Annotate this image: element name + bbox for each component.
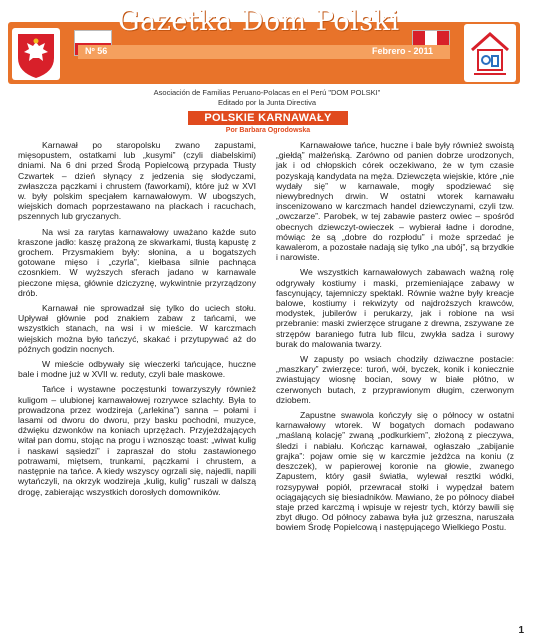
- article-column-right: [276, 140, 514, 538]
- dom-polski-house-logo-icon: [464, 24, 516, 82]
- article-author: Por Barbara Ogrodowska: [225, 127, 311, 134]
- paragraph: Karnawał po staropolsku zwano zapustami, mięsopustem, ostatkami lub „kusymi” (czyli diabelskimi) dniami. Na 6 dni przed Środą Popielcową przypada Tłusty Czwartek – dzień słynący z jedzenia się słodyczami, zwłaszcza pączkami i chrustem (faworkami), które już w XVI w. były polskim specjałem karnawałowym. W ubogszych, wiejskich domach poprzestawano na plackach i racuchach, pszennych lub gryczanych.: [18, 140, 256, 222]
- editor-line: Editado por la Junta Directiva: [218, 98, 316, 107]
- paragraph: Zapustne swawola kończyły się o północy w ostatni karnawałowy wtorek. W bogatych domach podawano „maślaną kolację” zwaną „podkurkiem”, złożoną z pieczywa, śledzi i nabiału. Kończąc karnawał, ogłaszało „zabijanie grajka”: pojaw omie się w karczmie jeżdżca na koniu (z deszczek), w papierowej koronie na głowie, zwanego Zapustem, który gasił światła, wylewał resztki wódki, rozsypywał popiół, przewracał stołki i wypędzał batem ociągających się biesiadników. Mawiano, że po północy diabeł staje przed karczmą i wpisuje w rejestr tych, którzy bawili się zbyt długo. Od północy zabawa była już grzeszna, naruszała bowiem Środę Popielcową i następującego Wielkiego Postu.: [276, 410, 514, 533]
- paragraph: Karnawałowe tańce, huczne i bale były również swoistą „giełdą” małżeńską. Zarówno od panien dobrze urodzonych, jak i od chłopskich córek oczekiwano, że w tym czasie pozyskają kandydata na męża. Dziewczęta wiejskie, które „nie wydały się” w karnawale, mogły spodziewać się niewybrednych drwin. W ostatni wtorek karnawału inscenizowano w karczmach handel dziewczynami, czyli tzw. „owczarze”. Parobek, w tej zabawie pasterz owiec – spośród obecnych dziewczyt-owieczek – wybierał ładne i dorodne, mówiąc że są „dobre do rozpłodu” i może sprzedać je kawalerom, a pozostałe nadają się tylko „na ubój”, są brzydkie i narowiste.: [276, 140, 514, 263]
- paragraph: Tańce i wystawne poczęstunki towarzyszyły również kuligom – ulubionej karnawałowej rozrywce szlachty. Była to prowadzona przez wodzireja („arlekina”) sanna – połami i lasami od dworu do dworu, przy basku pochodni, muzyce, dźwięku dzwonków na koniach uprzężach. Przyjeżdżających witał pan domu, stojąc na progu i wznosząc toast: „wiwat kulig i naskawi sąsiedzi” i zapraszał do stołu zastawionego potrawami, miętsem, trunkami, pączkami i chrustem, a następnie na tańce. A kiedy wszyscy ogrzali się, najedli, napili wytańczyli, na okrzyk wodzireja „kulig, kulig” ruszali w dalszą drogę, zabierając wszystkich dorosłych domowników.: [18, 384, 256, 497]
- issue-number: Nº 56: [85, 46, 108, 56]
- association-name: Asociación de Familias Peruano-Polacas en el Perú "DOM POLSKI": [153, 88, 381, 97]
- newsletter-title: Gazetka Dom Polski: [118, 6, 400, 37]
- paragraph: We wszystkich karnawałowych zabawach ważną rolę odgrywały kostiumy i maski, przemieniające zabawy w fascynujący, tajemniczy spektakl. Równie ważne były kreacje balowe, kostiumy i rekwizyty od najdroższych krawców, modystek, jubilerów i perukarzy, jak i robione na wsi przebranie: maski zwierzęce strugane z drewna, zszywane ze strzępów baraniego futra lub filcu, zwykła sadza i surowy burak do malowania twarzy.: [276, 267, 514, 349]
- page-number: 1: [518, 625, 524, 636]
- issue-date: Febrero - 2011: [372, 46, 434, 56]
- paragraph: Na wsi za rarytas karnawałowy uważano każde suto kraszone jadło: kaszę prażoną ze skwarkami, tłustą kapustę z grochem. Przysmakiem były: słonina, a u bogatszych gotowane mięso i „czyrla”, kiełbasa silnie pachnąca czosnkiem. W wyższych sferach jadano w karnawale pieczone mięsa, głównie dziczyznę, wykwintnie przyrządzony drób.: [18, 226, 256, 298]
- paragraph: W zapusty po wsiach chodziły dziwaczne postacie: „maszkary” zwierzęce: turoń, wół, byczek, konik i koniecznie zwiastujący wiosnę bocian, sowy w białe płótno, w czerwonych butach, z przyprawionym długim, czerwonym dziobem.: [276, 354, 514, 405]
- paragraph: W mieście odbywały się wieczerki tańcujące, huczne bale i modne już w XVII w. reduty, czyli bale maskowe.: [18, 359, 256, 380]
- article-column-left: [18, 140, 256, 502]
- polish-eagle-emblem-icon: [12, 28, 60, 80]
- article-title: POLSKIE KARNAWAŁY: [204, 112, 332, 124]
- paragraph: Karnawał nie sprowadzał się tylko do uciech stołu. Upływał głównie pod znakiem zabaw z tańcami, we wszystkich stanach, na wsi i w mieście. W karczmach wiejskich można było tańczyć, skakać i przytupywać aż do późnych godzin nocnych.: [18, 303, 256, 354]
